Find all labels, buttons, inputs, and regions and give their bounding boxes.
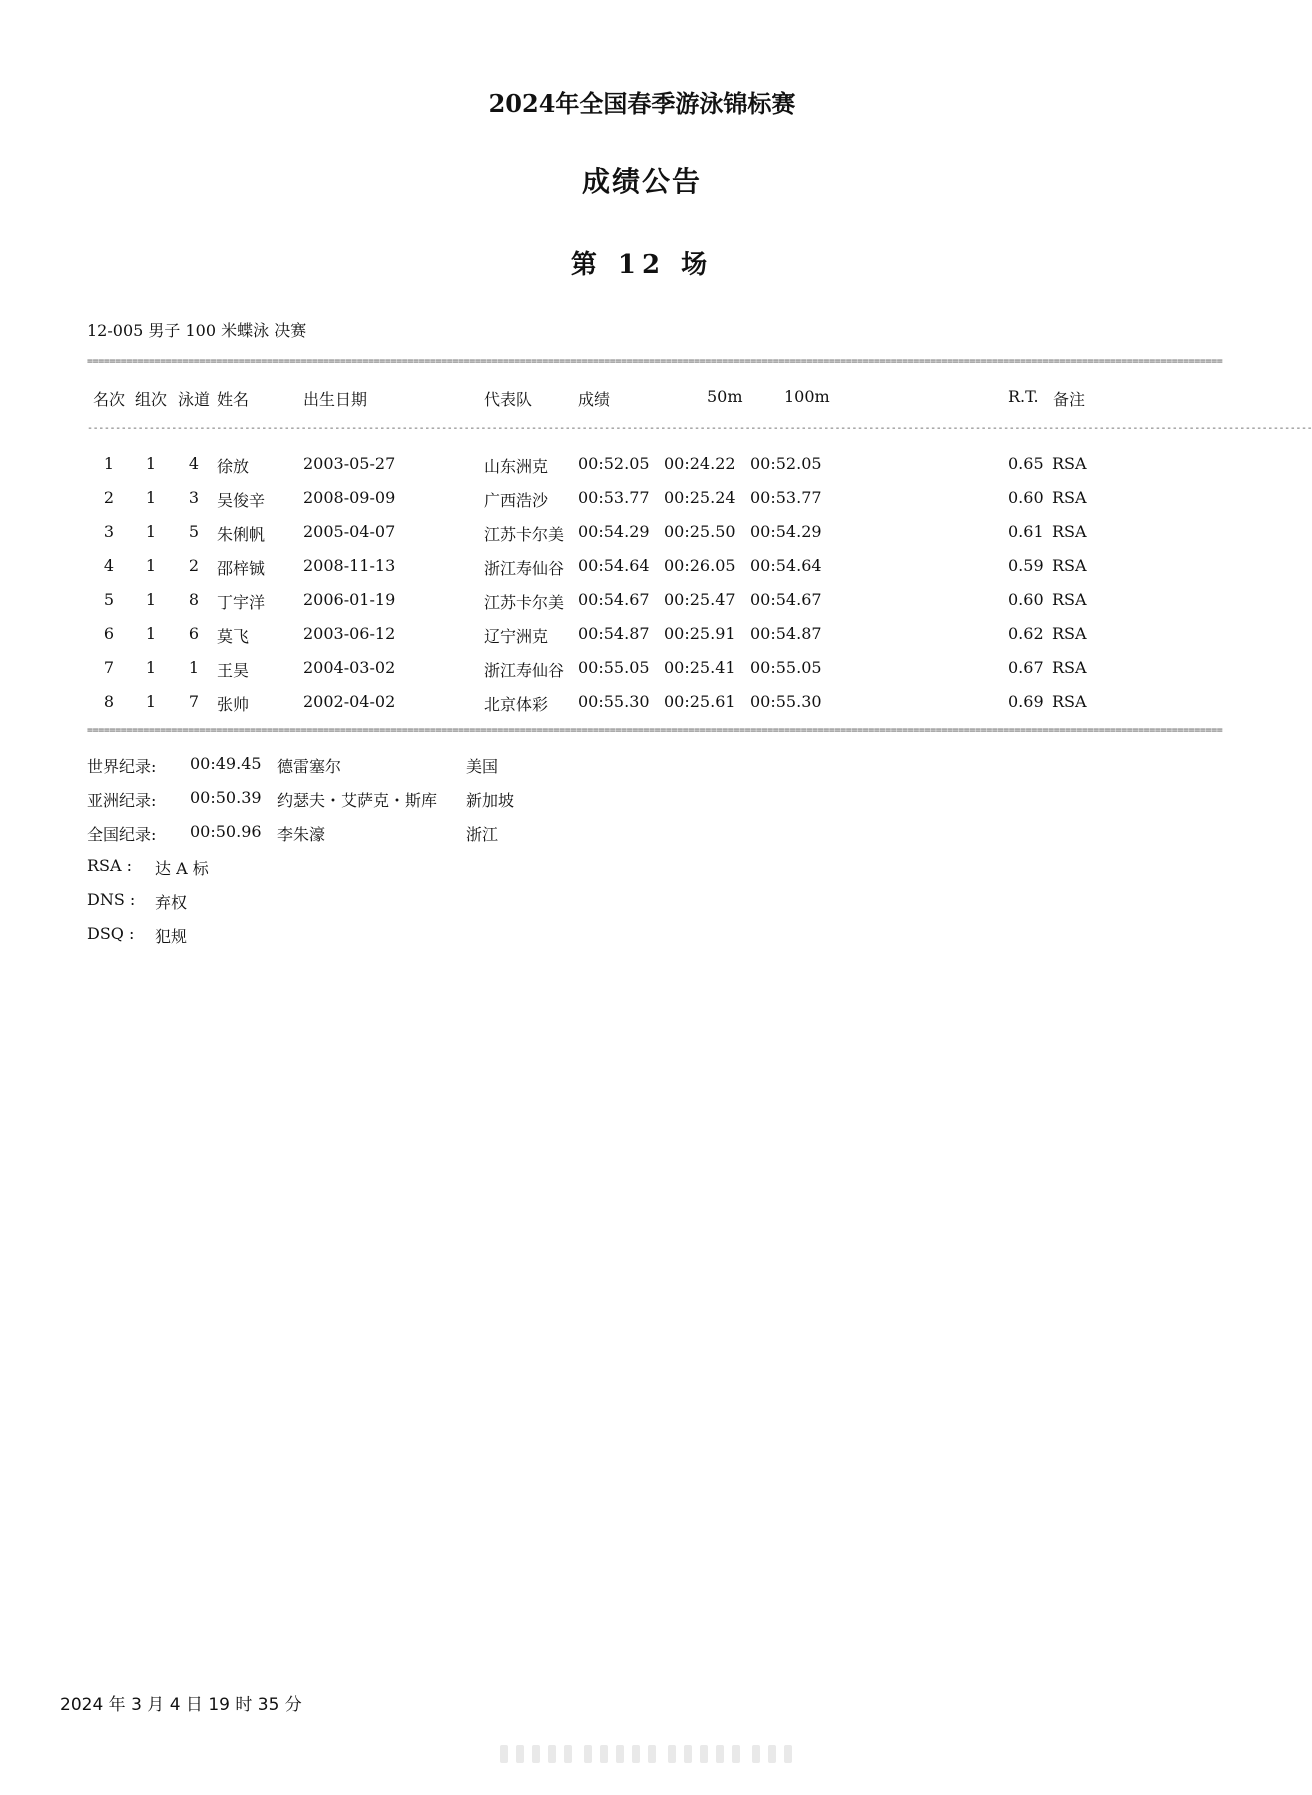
- cell-reaction-time: 0.67: [1008, 658, 1044, 677]
- cell-rank: 5: [103, 590, 115, 609]
- cell-lane: 4: [188, 454, 200, 473]
- header-heat: 组次: [134, 390, 167, 409]
- cell-team: 江苏卡尔美: [484, 593, 565, 612]
- cell-dob: 2004-03-02: [303, 658, 396, 677]
- competition-title: 2024年全国春季游泳锦标赛: [488, 89, 796, 118]
- cell-lane: 1: [188, 658, 200, 677]
- record-label: 全国纪录:: [87, 825, 157, 844]
- record-country: 美国: [466, 757, 499, 776]
- cell-team: 浙江寿仙谷: [484, 559, 565, 578]
- cell-lane: 5: [188, 522, 200, 541]
- record-time: 00:50.96: [190, 822, 262, 841]
- cell-split-100: 00:54.67: [750, 590, 822, 609]
- legend-code: DSQ :: [87, 924, 135, 943]
- cell-time: 00:55.05: [578, 658, 650, 677]
- header-time: 成绩: [578, 390, 611, 409]
- cell-time: 00:53.77: [578, 488, 650, 507]
- cell-heat: 1: [145, 692, 157, 711]
- cell-note: RSA: [1052, 624, 1087, 643]
- record-holder: 约瑟夫・艾萨克・斯库: [277, 791, 438, 810]
- cell-note: RSA: [1052, 454, 1087, 473]
- cell-heat: 1: [145, 488, 157, 507]
- table-row: [0, 522, 1284, 552]
- cell-name: 丁宇洋: [217, 593, 266, 612]
- legend-code: RSA :: [87, 856, 133, 875]
- cell-split-50: 00:25.61: [664, 692, 736, 711]
- cell-reaction-time: 0.59: [1008, 556, 1044, 575]
- cell-split-100: 00:55.05: [750, 658, 822, 677]
- cell-lane: 2: [188, 556, 200, 575]
- cell-heat: 1: [145, 624, 157, 643]
- legend-row: [0, 924, 1284, 952]
- cell-name: 邵梓铖: [217, 559, 266, 578]
- cell-note: RSA: [1052, 590, 1087, 609]
- header-note: 备注: [1053, 390, 1086, 409]
- event-heading: 12-005 男子 100 米蝶泳 决赛: [87, 321, 307, 340]
- cell-note: RSA: [1052, 692, 1087, 711]
- cell-rank: 3: [103, 522, 115, 541]
- cell-time: 00:54.29: [578, 522, 650, 541]
- cell-split-100: 00:55.30: [750, 692, 822, 711]
- watermark-barcode: [500, 1745, 800, 1765]
- header-lane: 泳道: [177, 390, 210, 409]
- cell-time: 00:52.05: [578, 454, 650, 473]
- cell-heat: 1: [145, 556, 157, 575]
- cell-split-50: 00:25.91: [664, 624, 736, 643]
- header-split-50: 50m: [707, 387, 743, 406]
- cell-dob: 2002-04-02: [303, 692, 396, 711]
- cell-dob: 2003-06-12: [303, 624, 396, 643]
- legend-code: DNS :: [87, 890, 136, 909]
- cell-note: RSA: [1052, 658, 1087, 677]
- cell-rank: 1: [103, 454, 115, 473]
- cell-time: 00:54.87: [578, 624, 650, 643]
- record-holder: 李朱濠: [277, 825, 326, 844]
- print-timestamp: 2024 年 3 月 4 日 19 时 35 分: [60, 1695, 302, 1715]
- legend-description: 犯规: [155, 927, 188, 946]
- cell-team: 广西浩沙: [484, 491, 549, 510]
- header-team: 代表队: [484, 390, 533, 409]
- cell-heat: 1: [145, 522, 157, 541]
- cell-lane: 6: [188, 624, 200, 643]
- cell-split-50: 00:25.24: [664, 488, 736, 507]
- table-row: [0, 692, 1284, 722]
- cell-team: 江苏卡尔美: [484, 525, 565, 544]
- double-rule-bottom: ==========================================================================================================================================================================================================: [87, 725, 1223, 736]
- cell-reaction-time: 0.65: [1008, 454, 1044, 473]
- table-header: [0, 387, 1284, 411]
- record-country: 浙江: [466, 825, 499, 844]
- cell-split-100: 00:54.64: [750, 556, 822, 575]
- cell-note: RSA: [1052, 522, 1087, 541]
- table-row: [0, 556, 1284, 586]
- cell-lane: 8: [188, 590, 200, 609]
- cell-team: 辽宁洲克: [484, 627, 549, 646]
- cell-name: 王昊: [217, 661, 250, 680]
- header-rank: 名次: [92, 390, 125, 409]
- record-row: [0, 788, 1284, 816]
- record-country: 新加坡: [466, 791, 515, 810]
- cell-team: 山东洲克: [484, 457, 549, 476]
- cell-dob: 2003-05-27: [303, 454, 396, 473]
- cell-time: 00:55.30: [578, 692, 650, 711]
- table-row: [0, 488, 1284, 518]
- cell-team: 北京体彩: [484, 695, 549, 714]
- record-row: [0, 822, 1284, 850]
- cell-reaction-time: 0.62: [1008, 624, 1044, 643]
- cell-rank: 2: [103, 488, 115, 507]
- cell-split-100: 00:52.05: [750, 454, 822, 473]
- double-rule: ==========================================================================================================================================================================================================: [87, 356, 1223, 367]
- cell-split-50: 00:25.50: [664, 522, 736, 541]
- announcement-title: 成绩公告: [581, 165, 702, 198]
- table-row: [0, 590, 1284, 620]
- header-reaction-time: R.T.: [1008, 387, 1039, 406]
- cell-split-100: 00:54.29: [750, 522, 822, 541]
- header-dob: 出生日期: [303, 390, 368, 409]
- legend-row: [0, 856, 1284, 884]
- dashed-rule: --------------------------------------------------------------------------------------------------------------------------------------------------------------------------------------------------------------------------: [87, 423, 1312, 434]
- table-row: [0, 658, 1284, 688]
- cell-split-50: 00:25.47: [664, 590, 736, 609]
- cell-rank: 7: [103, 658, 115, 677]
- table-row: [0, 624, 1284, 654]
- record-time: 00:49.45: [190, 754, 262, 773]
- table-row: [0, 454, 1284, 484]
- cell-time: 00:54.64: [578, 556, 650, 575]
- header-split-100: 100m: [784, 387, 830, 406]
- cell-split-100: 00:53.77: [750, 488, 822, 507]
- cell-name: 吴俊辛: [217, 491, 266, 510]
- cell-reaction-time: 0.60: [1008, 590, 1044, 609]
- cell-dob: 2008-11-13: [303, 556, 396, 575]
- cell-reaction-time: 0.61: [1008, 522, 1044, 541]
- cell-heat: 1: [145, 658, 157, 677]
- cell-dob: 2005-04-07: [303, 522, 396, 541]
- cell-lane: 3: [188, 488, 200, 507]
- cell-note: RSA: [1052, 556, 1087, 575]
- record-label: 亚洲纪录:: [87, 791, 157, 810]
- cell-name: 朱俐帆: [217, 525, 266, 544]
- cell-split-50: 00:24.22: [664, 454, 736, 473]
- record-holder: 德雷塞尔: [277, 757, 342, 776]
- record-row: [0, 754, 1284, 782]
- cell-dob: 2006-01-19: [303, 590, 396, 609]
- cell-dob: 2008-09-09: [303, 488, 396, 507]
- session-number: 第 12 场: [570, 250, 714, 280]
- cell-rank: 8: [103, 692, 115, 711]
- cell-team: 浙江寿仙谷: [484, 661, 565, 680]
- cell-rank: 4: [103, 556, 115, 575]
- cell-heat: 1: [145, 454, 157, 473]
- legend-row: [0, 890, 1284, 918]
- cell-name: 徐放: [217, 457, 250, 476]
- header-name: 姓名: [217, 390, 250, 409]
- legend-description: 达 A 标: [155, 859, 209, 878]
- cell-time: 00:54.67: [578, 590, 650, 609]
- cell-split-50: 00:25.41: [664, 658, 736, 677]
- legend-description: 弃权: [155, 893, 188, 912]
- cell-rank: 6: [103, 624, 115, 643]
- cell-name: 莫飞: [217, 627, 250, 646]
- cell-split-50: 00:26.05: [664, 556, 736, 575]
- record-time: 00:50.39: [190, 788, 262, 807]
- cell-name: 张帅: [217, 695, 250, 714]
- cell-split-100: 00:54.87: [750, 624, 822, 643]
- cell-reaction-time: 0.60: [1008, 488, 1044, 507]
- cell-reaction-time: 0.69: [1008, 692, 1044, 711]
- cell-lane: 7: [188, 692, 200, 711]
- cell-heat: 1: [145, 590, 157, 609]
- record-label: 世界纪录:: [87, 757, 157, 776]
- cell-note: RSA: [1052, 488, 1087, 507]
